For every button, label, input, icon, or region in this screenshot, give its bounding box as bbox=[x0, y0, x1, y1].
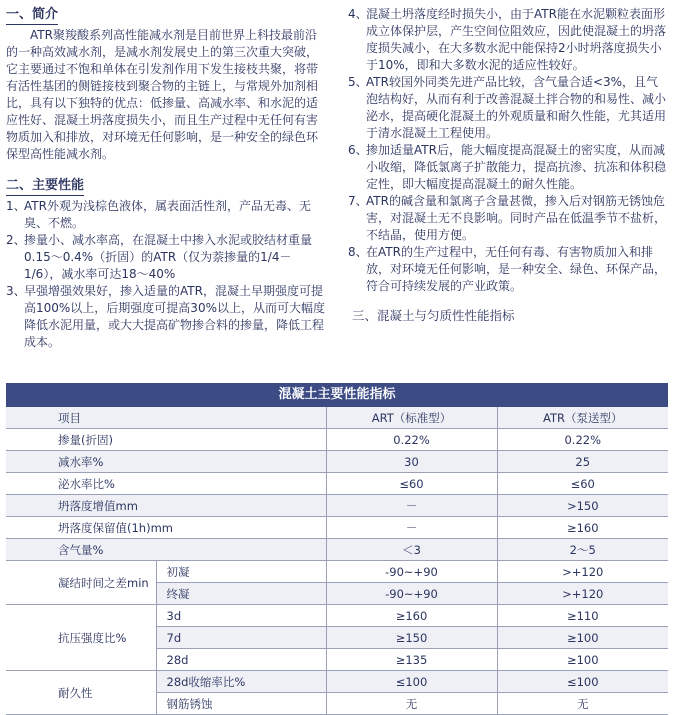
item-number: 5、 bbox=[348, 75, 368, 89]
header-atr: ATR（泵送型） bbox=[497, 407, 668, 429]
row-sublabel: 初凝 bbox=[156, 561, 326, 583]
item-text: 掺加适量ATR后，能大幅度提高混凝土的密实度，从而减小收缩，降低氯离子扩散能力，提高抗渗、抗冻和体积稳定性，即大幅度提高混凝土的耐久性能。 bbox=[366, 143, 667, 191]
cell-atr: 25 bbox=[497, 451, 668, 473]
row-label: 抗压强度比% bbox=[6, 605, 156, 671]
row-label: 坍落度保留值(1h)mm bbox=[6, 517, 326, 539]
table-header-row bbox=[6, 407, 668, 429]
cell-atr: ≥160 bbox=[497, 517, 668, 539]
row-label: 掺量(折固) bbox=[6, 429, 326, 451]
row-label: 耐久性 bbox=[6, 671, 156, 715]
list-item bbox=[6, 198, 328, 232]
cell-art: ≥150 bbox=[326, 627, 497, 649]
cell-atr: >150 bbox=[497, 495, 668, 517]
item-number: 1、 bbox=[6, 199, 26, 213]
row-label: 减水率% bbox=[6, 451, 326, 473]
list-item bbox=[6, 283, 328, 351]
table-row bbox=[6, 539, 668, 561]
table-row bbox=[6, 517, 668, 539]
cell-art: -90~+90 bbox=[326, 561, 497, 583]
table-row bbox=[6, 561, 668, 583]
list-item bbox=[348, 74, 666, 142]
section-title-uniformity: 三、混凝土与匀质性性能指标 bbox=[352, 308, 515, 323]
item-text: 在ATR的生产过程中，无任何有毒、有害物质加入和排放，对环境无任何影响，是一种安全、绿色、环保产品，符合可持续发展的产业政策。 bbox=[366, 245, 667, 293]
cell-art: － bbox=[326, 495, 497, 517]
list-item bbox=[6, 232, 328, 283]
cell-atr: ≥110 bbox=[497, 605, 668, 627]
item-number: 2、 bbox=[6, 233, 26, 247]
cell-atr: 2～5 bbox=[497, 539, 668, 561]
row-label: 凝结时间之差min bbox=[6, 561, 156, 605]
cell-atr: ≥100 bbox=[497, 649, 668, 671]
list-item bbox=[348, 142, 666, 193]
item-number: 8、 bbox=[348, 245, 368, 259]
item-text: ATR的碱含量和氯离子含量甚微，掺入后对钢筋无锈蚀危害，对混凝土无不良影响。同时产品在低温季节不盐析，不结晶，使用方便。 bbox=[366, 194, 667, 242]
table-row bbox=[6, 495, 668, 517]
cell-atr: >+120 bbox=[497, 561, 668, 583]
cell-art: 30 bbox=[326, 451, 497, 473]
cell-atr: ≤100 bbox=[497, 671, 668, 693]
right-column bbox=[348, 6, 666, 324]
item-number: 3、 bbox=[6, 284, 26, 298]
table-title: 混凝土主要性能指标 bbox=[6, 383, 668, 407]
data-table bbox=[6, 407, 668, 715]
item-number: 7、 bbox=[348, 194, 368, 208]
list-item bbox=[348, 244, 666, 295]
item-text: ATR较国外同类先进产品比较，含气量合适<3%，且气泡结构好，从而有利于改善混凝土拌合物的和易性、减小泌水，提高硬化混凝土的外观质量和耐久性能，尤其适用于清水混凝土工程使用。 bbox=[366, 75, 667, 140]
cell-art: ＜3 bbox=[326, 539, 497, 561]
cell-atr: ≤60 bbox=[497, 473, 668, 495]
header-item: 项目 bbox=[6, 407, 326, 429]
item-number: 4、 bbox=[348, 7, 368, 21]
header-art: ART（标准型） bbox=[326, 407, 497, 429]
table-row bbox=[6, 671, 668, 693]
row-sublabel: 终凝 bbox=[156, 583, 326, 605]
cell-atr: 0.22% bbox=[497, 429, 668, 451]
section-title-intro: 一、简介 bbox=[6, 6, 58, 25]
cell-atr: >+120 bbox=[497, 583, 668, 605]
row-sublabel: 7d bbox=[156, 627, 326, 649]
row-label: 含气量% bbox=[6, 539, 326, 561]
table-row bbox=[6, 429, 668, 451]
cell-art: ≤60 bbox=[326, 473, 497, 495]
row-sublabel: 3d bbox=[156, 605, 326, 627]
left-column bbox=[6, 6, 328, 351]
row-sublabel: 28d bbox=[156, 649, 326, 671]
list-item bbox=[348, 193, 666, 244]
cell-atr: 无 bbox=[497, 693, 668, 715]
cell-art: 0.22% bbox=[326, 429, 497, 451]
item-text: 早强增强效果好，掺入适量的ATR，混凝土早期强度可提高100%以上，后期强度可提高30%以上，从而可大幅度降低水泥用量，或大大提高矿物掺合料的掺量，降低工程成本。 bbox=[24, 284, 325, 349]
cell-atr: ≥100 bbox=[497, 627, 668, 649]
list-item bbox=[348, 6, 666, 74]
intro-paragraph: ATR聚羧酸系列高性能减水剂是目前世界上科技最前沿的一种高效减水剂，是减水剂发展史上的第三次重大突破，它主要通过不饱和单体在引发剂作用下发生接枝共聚，将带有活性基团的侧链接枝到聚合物的主链上，与常规外加剂相比，具有以下独特的优点：低掺量、高减水率、和水泥的适应性好、混凝土坍落度损失小，而且生产过程中无任何有害物质加入和排放，对环境无任何影响，是一种安全的绿色环保型高性能减水剂。 bbox=[6, 28, 319, 161]
cell-art: -90~+90 bbox=[326, 583, 497, 605]
row-label: 泌水率比% bbox=[6, 473, 326, 495]
row-sublabel: 28d收缩率比% bbox=[156, 671, 326, 693]
cell-art: ≤100 bbox=[326, 671, 497, 693]
item-text: 掺量小、减水率高，在混凝土中掺入水泥或胶结材重量0.15～0.4%（折固）的ATR（仅为萘掺量的1/4－1/6），减水率可达18～40% bbox=[24, 233, 313, 281]
item-text: 混凝土坍落度经时损失小，由于ATR能在水泥颗粒表面形成立体保护层，产生空间位阻效应，因此使混凝土的坍落度损失减小，在大多数水泥中能保持2小时坍落度损失小于10%，即和大多数水泥的适应性较好。 bbox=[366, 7, 667, 72]
cell-art: ≥135 bbox=[326, 649, 497, 671]
row-label: 坍落度增值mm bbox=[6, 495, 326, 517]
table-row bbox=[6, 451, 668, 473]
item-number: 6、 bbox=[348, 143, 368, 157]
row-sublabel: 钢筋锈蚀 bbox=[156, 693, 326, 715]
item-text: ATR外观为浅棕色液体，属表面活性剂，产品无毒、无臭、不燃。 bbox=[24, 199, 311, 230]
cell-art: 无 bbox=[326, 693, 497, 715]
section-title-performance: 二、主要性能 bbox=[6, 177, 84, 196]
table-row bbox=[6, 605, 668, 627]
cell-art: － bbox=[326, 517, 497, 539]
performance-table bbox=[6, 383, 668, 715]
cell-art: ≥160 bbox=[326, 605, 497, 627]
table-row bbox=[6, 473, 668, 495]
